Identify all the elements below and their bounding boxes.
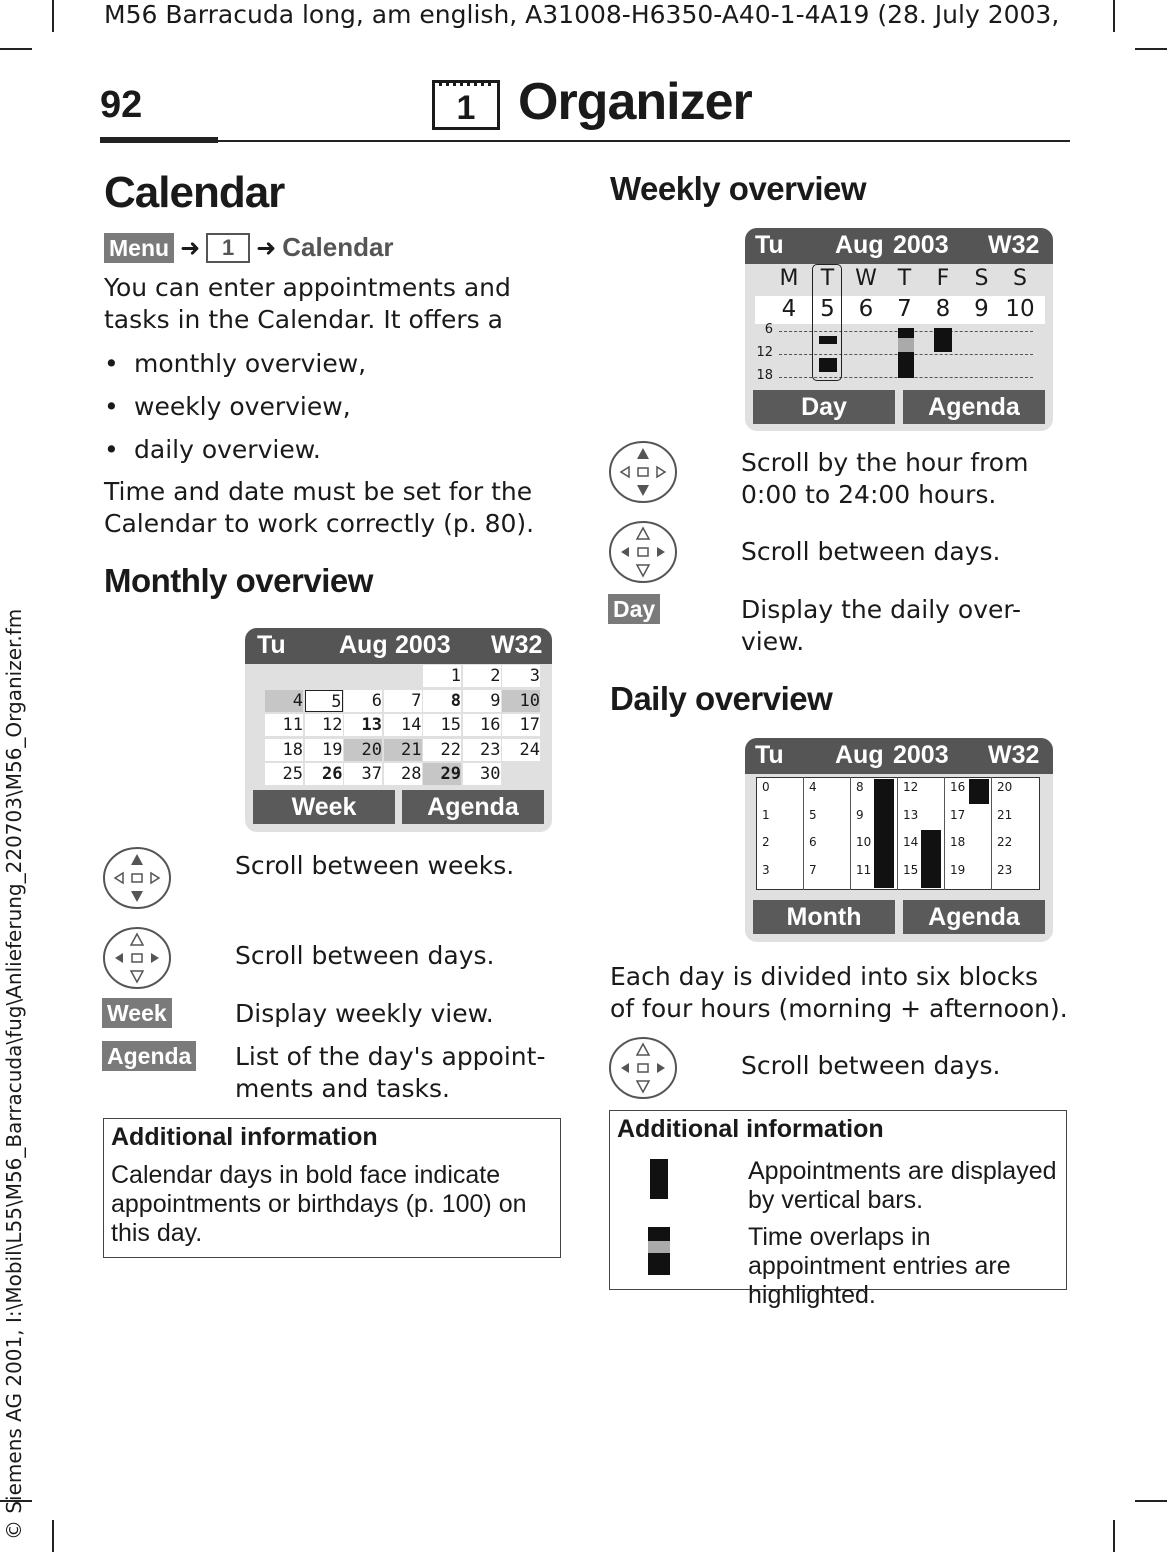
weekday-label: T [820,266,835,291]
info-title: Additional information [617,1115,884,1143]
hour-label: 21 [997,807,1013,822]
calendar-day-cell[interactable]: 3 [502,665,540,687]
page-number: 92 [100,84,143,126]
nav-days-text: Scroll between days. [235,941,495,970]
weekday-label: W [855,266,877,291]
info-title: Additional information [111,1123,378,1151]
calendar-icon-label: 1 [456,89,476,127]
info-item-appointments: Appointments are displayed by vertical bars. [748,1157,1057,1214]
hour-label: 12 [756,345,773,360]
day-softkey[interactable]: Day [608,594,660,624]
hour-label: 22 [997,835,1013,849]
nav-weeks-text: Scroll between weeks. [235,851,515,880]
hour-label: 16 [950,780,966,794]
hour-label: 8 [856,780,864,794]
week-date-cell[interactable]: 6 [858,296,874,322]
calendar-day-cell[interactable] [384,665,422,687]
monthly-info-box [103,1118,561,1258]
vertical-bar-icon [650,1159,668,1199]
nav-key-icon [102,846,172,910]
weekly-heading: Weekly overview [610,170,867,207]
overlap-icon-top [648,1227,670,1241]
calendar-day-cell[interactable] [265,665,303,687]
crop-mark [52,0,54,32]
block-divider [803,777,804,890]
monthly-screen [245,628,552,832]
week-softkey[interactable]: Week [102,998,172,1028]
hour-label: 3 [762,862,770,877]
hour-label: 2 [762,835,770,849]
crop-mark [1135,48,1167,50]
appointment-bar [819,358,837,372]
appointment-bar [969,779,989,804]
bullet-list [104,348,366,477]
calendar-day-cell[interactable] [344,665,382,687]
nav-days-text: Scroll between days. [741,537,1001,566]
agenda-screen-button[interactable]: Agenda [903,900,1045,934]
hour-label: 18 [950,835,966,849]
hour-label: 5 [809,807,817,822]
calendar-day-cell[interactable]: 26 [305,763,343,785]
block-divider [850,777,851,890]
nav-key-icon [608,440,678,504]
agenda-key-text: List of the day's appoint- ments and tasks. [235,1042,546,1103]
calendar-day-cell[interactable]: 5 [305,690,343,712]
agenda-screen-button[interactable]: Agenda [402,790,544,824]
calendar-day-cell[interactable]: 14 [384,714,422,736]
info-item-overlaps: Time overlaps in appointment entries are highlighted. [748,1223,1011,1309]
hour-label: 15 [903,862,919,877]
nav-key-icon [608,520,678,584]
calendar-day-cell[interactable]: 20 [344,739,382,761]
calendar-day-cell[interactable]: 12 [305,714,343,736]
agenda-softkey[interactable]: Agenda [102,1041,196,1071]
list-item: • daily overview. [104,435,321,464]
hour-label: 11 [856,862,872,877]
chapter-title: Organizer [518,73,752,131]
menu-path-target: Calendar [282,232,394,262]
week-date-cell[interactable]: 9 [974,296,989,322]
hour-label: 13 [903,807,919,822]
calendar-day-cell[interactable]: 25 [265,763,303,785]
calendar-day-cell[interactable]: 28 [384,763,422,785]
header-rule [100,140,1070,142]
calendar-day-cell[interactable]: 37 [344,763,382,785]
running-header: M56 Barracuda long, am english, A31008-H6350-A40-1-4A19 (28. July 2003, [104,0,1060,29]
calendar-day-cell[interactable]: 9 [463,690,501,712]
screen-status-bar: Tu Aug 2003 W32 [745,228,1053,264]
crop-mark [52,1520,54,1552]
screen-status-bar: Tu Aug 2003 W32 [745,738,1053,774]
day-key-text: Display the daily over- view. [741,595,1022,656]
calendar-day-cell[interactable]: 22 [423,739,461,761]
crop-mark [0,48,32,50]
calendar-day-cell[interactable]: 6 [344,690,382,712]
day-softkey-row [608,594,660,624]
appointment-bar [819,336,837,344]
list-item: • weekly overview, [104,392,351,421]
daily-heading: Daily overview [610,680,833,717]
hour-label: 6 [809,835,817,849]
weekday-label: S [974,266,989,291]
hour-label: 7 [809,862,817,877]
daily-desc: Each day is divided into six blocks of four hours (morning + afternoon). [610,962,1068,1023]
calendar-day-cell[interactable]: 29 [423,763,461,785]
nav-days-text: Scroll between days. [741,1051,1001,1080]
hour-label: 18 [756,368,773,383]
calendar-intro: You can enter appointments and tasks in the Calendar. It offers a [104,273,511,334]
crop-mark [1113,0,1115,32]
calendar-day-cell[interactable]: 16 [463,714,501,736]
menu-path [104,232,394,263]
week-date-cell[interactable]: 7 [897,296,912,322]
hour-label: 17 [950,807,966,822]
hour-label: 12 [903,780,919,794]
overlap-icon-bottom [648,1253,670,1275]
calendar-small-icon: 1 [206,233,250,263]
weekday-label: T [897,266,912,291]
weekday-label: M [779,266,799,291]
block-divider [897,777,898,890]
weekday-label: S [1013,266,1027,291]
appointment-bar [898,328,914,338]
calendar-day-cell[interactable]: 10 [502,690,540,712]
crop-mark [1135,1500,1167,1502]
hour-label: 19 [950,862,966,877]
hour-label: 6 [764,322,773,337]
hour-label: 14 [903,835,919,849]
daily-info-box [609,1110,1067,1309]
hour-label: 10 [856,835,872,849]
daily-screen [745,738,1053,942]
calendar-day-cell[interactable]: 13 [344,714,382,736]
calendar-day-cell[interactable]: 30 [463,763,501,785]
calendar-day-cell[interactable]: 2 [463,665,501,687]
hour-label: 0 [762,780,770,794]
calendar-day-cell[interactable] [502,763,540,785]
calendar-day-cell[interactable]: 19 [305,739,343,761]
calendar-day-cell[interactable]: 17 [502,714,540,736]
calendar-day-cell[interactable]: 21 [384,739,422,761]
appointment-bar [874,779,894,888]
calendar-day-cell[interactable]: 18 [265,739,303,761]
weekday-label: F [936,266,950,291]
week-date-cell[interactable]: 10 [1005,296,1035,322]
calendar-day-cell[interactable]: 8 [423,690,461,712]
appointment-bar [898,338,914,352]
week-date-cell[interactable]: 4 [781,296,797,322]
calendar-icon [432,80,500,130]
calendar-day-cell[interactable]: 15 [423,714,461,736]
nav-key-icon [102,926,172,990]
list-item: • monthly overview, [104,349,367,378]
calendar-heading: Calendar [104,168,285,217]
calendar-day-cell[interactable] [305,665,343,687]
side-margin-text: © Siemens AG 2001, I:\Mobil\L55\M56_Barracuda\fug\Anlieferung_220703\M56_Organizer.fm [2,608,26,1540]
week-key-text: Display weekly view. [235,999,494,1028]
week-softkey-row [102,998,172,1028]
overlap-icon-mid [648,1241,670,1253]
calendar-day-cell[interactable]: 11 [265,714,303,736]
block-divider [944,777,945,890]
weekly-screen [745,228,1053,431]
arrow-icon: ➜ [180,233,201,262]
appointment-bar [934,328,952,352]
crop-mark [1113,1520,1115,1552]
screen-status-bar: Tu Aug 2003 W32 [245,628,552,664]
calendar-day-cell[interactable]: 24 [502,739,540,761]
appointment-bar [921,830,941,888]
hour-label: 1 [762,807,770,822]
week-date-cell[interactable]: 5 [820,296,835,322]
month-screen-button[interactable]: Month [753,900,895,934]
block-divider [991,777,992,890]
hour-label: 23 [997,862,1013,877]
hour-label: 20 [997,780,1013,794]
hour-label: 9 [856,807,864,822]
hour-label: 4 [809,780,817,794]
menu-softkey[interactable]: Menu [104,233,174,263]
calendar-note: Time and date must be set for the Calendar to work correctly (p. 80). [104,477,535,538]
agenda-screen-button[interactable]: Agenda [903,390,1045,424]
nav-hours-text: Scroll by the hour from 0:00 to 24:00 hours. [741,448,1029,509]
nav-key-icon [608,1036,678,1100]
arrow-icon: ➜ [256,233,277,262]
calendar-day-cell[interactable]: 4 [265,690,303,712]
calendar-day-cell[interactable]: 7 [384,690,422,712]
calendar-day-cell[interactable]: 23 [463,739,501,761]
week-screen-button[interactable]: Week [253,790,395,824]
week-date-cell[interactable]: 8 [935,296,951,322]
agenda-softkey-row [102,1041,196,1071]
info-text: Calendar days in bold face indicate appointments or birthdays (p. 100) on this day. [111,1161,527,1247]
appointment-bar [898,352,914,378]
day-screen-button[interactable]: Day [753,390,895,424]
calendar-day-cell[interactable]: 1 [423,665,461,687]
monthly-heading: Monthly overview [104,562,373,599]
